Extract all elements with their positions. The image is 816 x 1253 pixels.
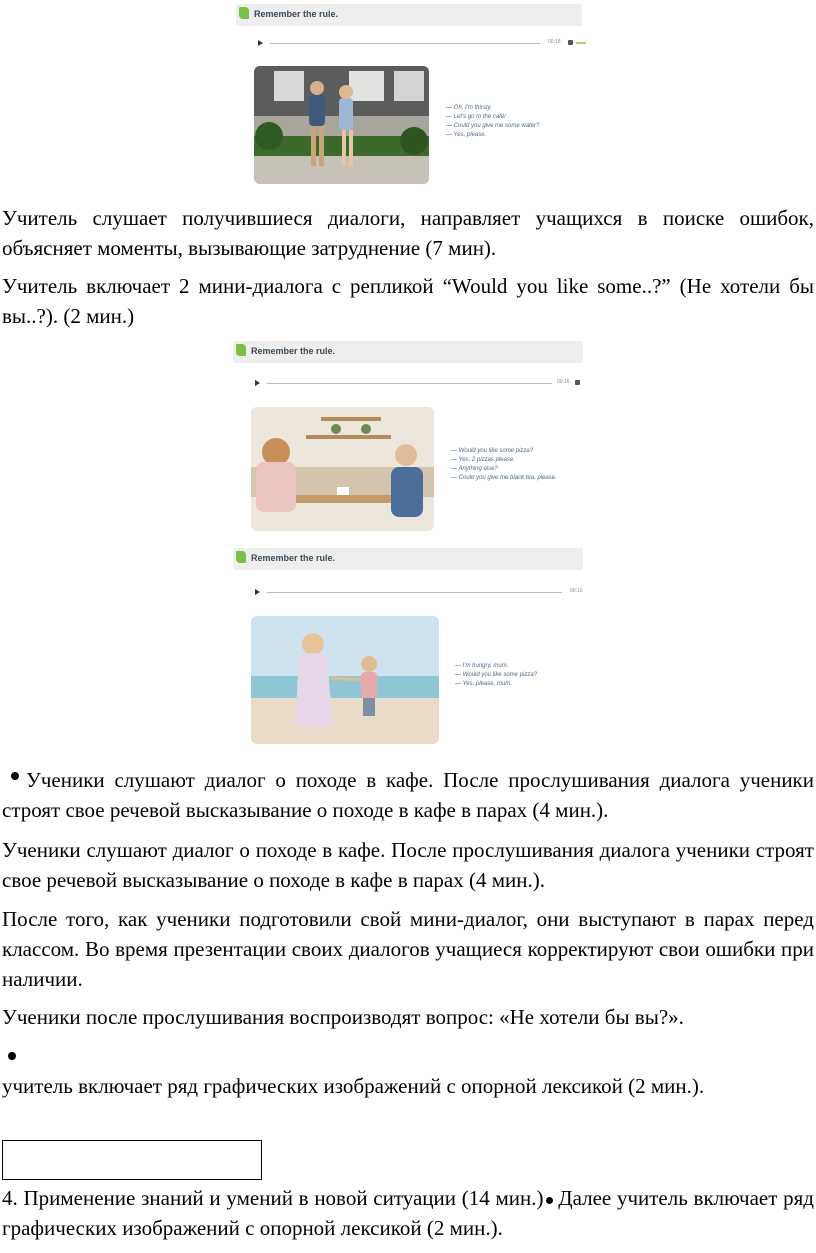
dialogue-lines [451,447,557,483]
paragraph-6: Ученики после прослушивания воспроизводят вопрос: «Не хотели бы вы?». [2,1005,684,1029]
inline-bullet [546,1197,553,1204]
dialogue-line: — Would you like some pizza? [455,672,538,678]
kids-walking-illustration [254,66,429,184]
brand-logo-icon [236,344,246,356]
paragraph-8-text: Далее учитель включает ряд графических изображений с опорной лексикой (2 мин.). [2,1186,814,1240]
dialogue-line: — Anything else? [451,466,498,472]
kids-walking-photo [254,66,429,184]
play-icon[interactable] [255,380,260,386]
cafe-kids-photo [251,407,434,531]
lesson-screenshot-1 [236,4,582,188]
dialogue-line: — Oh, I'm thirsty. [446,105,492,111]
dialogue-lines [455,662,537,689]
dialogue-line: — Let's go to the café! [446,114,506,120]
section-heading: 4. Применение знаний и умений в новой ситуации (14 мин.) [2,1186,544,1210]
audio-time: 00:15 [548,39,561,45]
paragraph-1: Учитель слушает получившиеся диалоги, направляет учащихся в поиске ошибок, объясняет моменты, вызывающие затруднение (7 мин). [2,206,814,260]
dialogue-line: — Would you like some pizza? [451,448,534,454]
cafe-kids-illustration [251,407,434,531]
audio-progress[interactable] [267,592,562,593]
rule-header [233,548,583,570]
audio-time: 00:10 [570,588,583,594]
rule-heading: Remember the rule. [251,346,336,356]
audio-player[interactable] [255,588,583,598]
brand-logo-icon [236,551,246,563]
beach-illustration [251,616,439,744]
play-icon[interactable] [258,40,263,46]
audio-progress[interactable] [267,383,552,384]
paragraph-4: Ученики слушают диалог о походе в кафе. После прослушивания диалога ученики строят свое речевой высказывание о походе в кафе в парах (4 мин.). [2,838,814,892]
volume-icon[interactable] [575,380,580,385]
audio-player[interactable] [258,39,582,49]
dialogue-line: — Could you give me black tea, please. [451,475,557,481]
paragraph-2: Учитель включает 2 мини-диалога с репликой “Would you like some..?” (Не хотели бы вы..?). (2 мин.) [2,274,814,328]
rule-heading: Remember the rule. [251,553,336,563]
paragraph-7: учитель включает ряд графических изображений с опорной лексикой (2 мин.). [2,1074,705,1098]
rule-header [233,341,583,363]
dialogue-lines [446,104,539,140]
dialogue-line: — Could you give me some water? [446,123,540,129]
play-icon[interactable] [255,589,260,595]
paragraph-8 [2,1183,814,1243]
rule-header [236,4,582,26]
volume-slider[interactable] [576,42,586,44]
dialogue-line: — Yes, 2 pizzas please. [451,457,515,463]
volume-icon[interactable] [568,40,573,45]
lesson-screenshot-3 [233,548,583,748]
audio-progress[interactable] [270,43,540,44]
audio-time: 00:16 [557,379,570,385]
dialogue-line: — Yes, please, mum. [455,681,512,687]
brand-logo-icon [239,7,249,19]
empty-box [2,1140,262,1180]
paragraph-5: После того, как ученики подготовили свой мини-диалог, они выступают в парах перед классом. Во время презентации своих диалогов учащиеся корректируют свои ошибки при наличии. [2,907,814,991]
dialogue-line: — Yes, please. [446,132,487,138]
paragraph-3-text: Ученики слушают диалог о походе в кафе. После прослушивания диалога ученики строят свое речевой высказывание о походе в кафе в парах (4 мин.). [2,768,814,822]
paragraph-3 [2,765,814,825]
beach-mother-child-photo [251,616,439,744]
dialogue-line: — I'm hungry, mum. [455,663,509,669]
audio-player[interactable] [255,379,583,389]
lesson-screenshot-2 [233,341,583,539]
bullet-dot [8,1052,16,1060]
rule-heading: Remember the rule. [254,9,339,19]
